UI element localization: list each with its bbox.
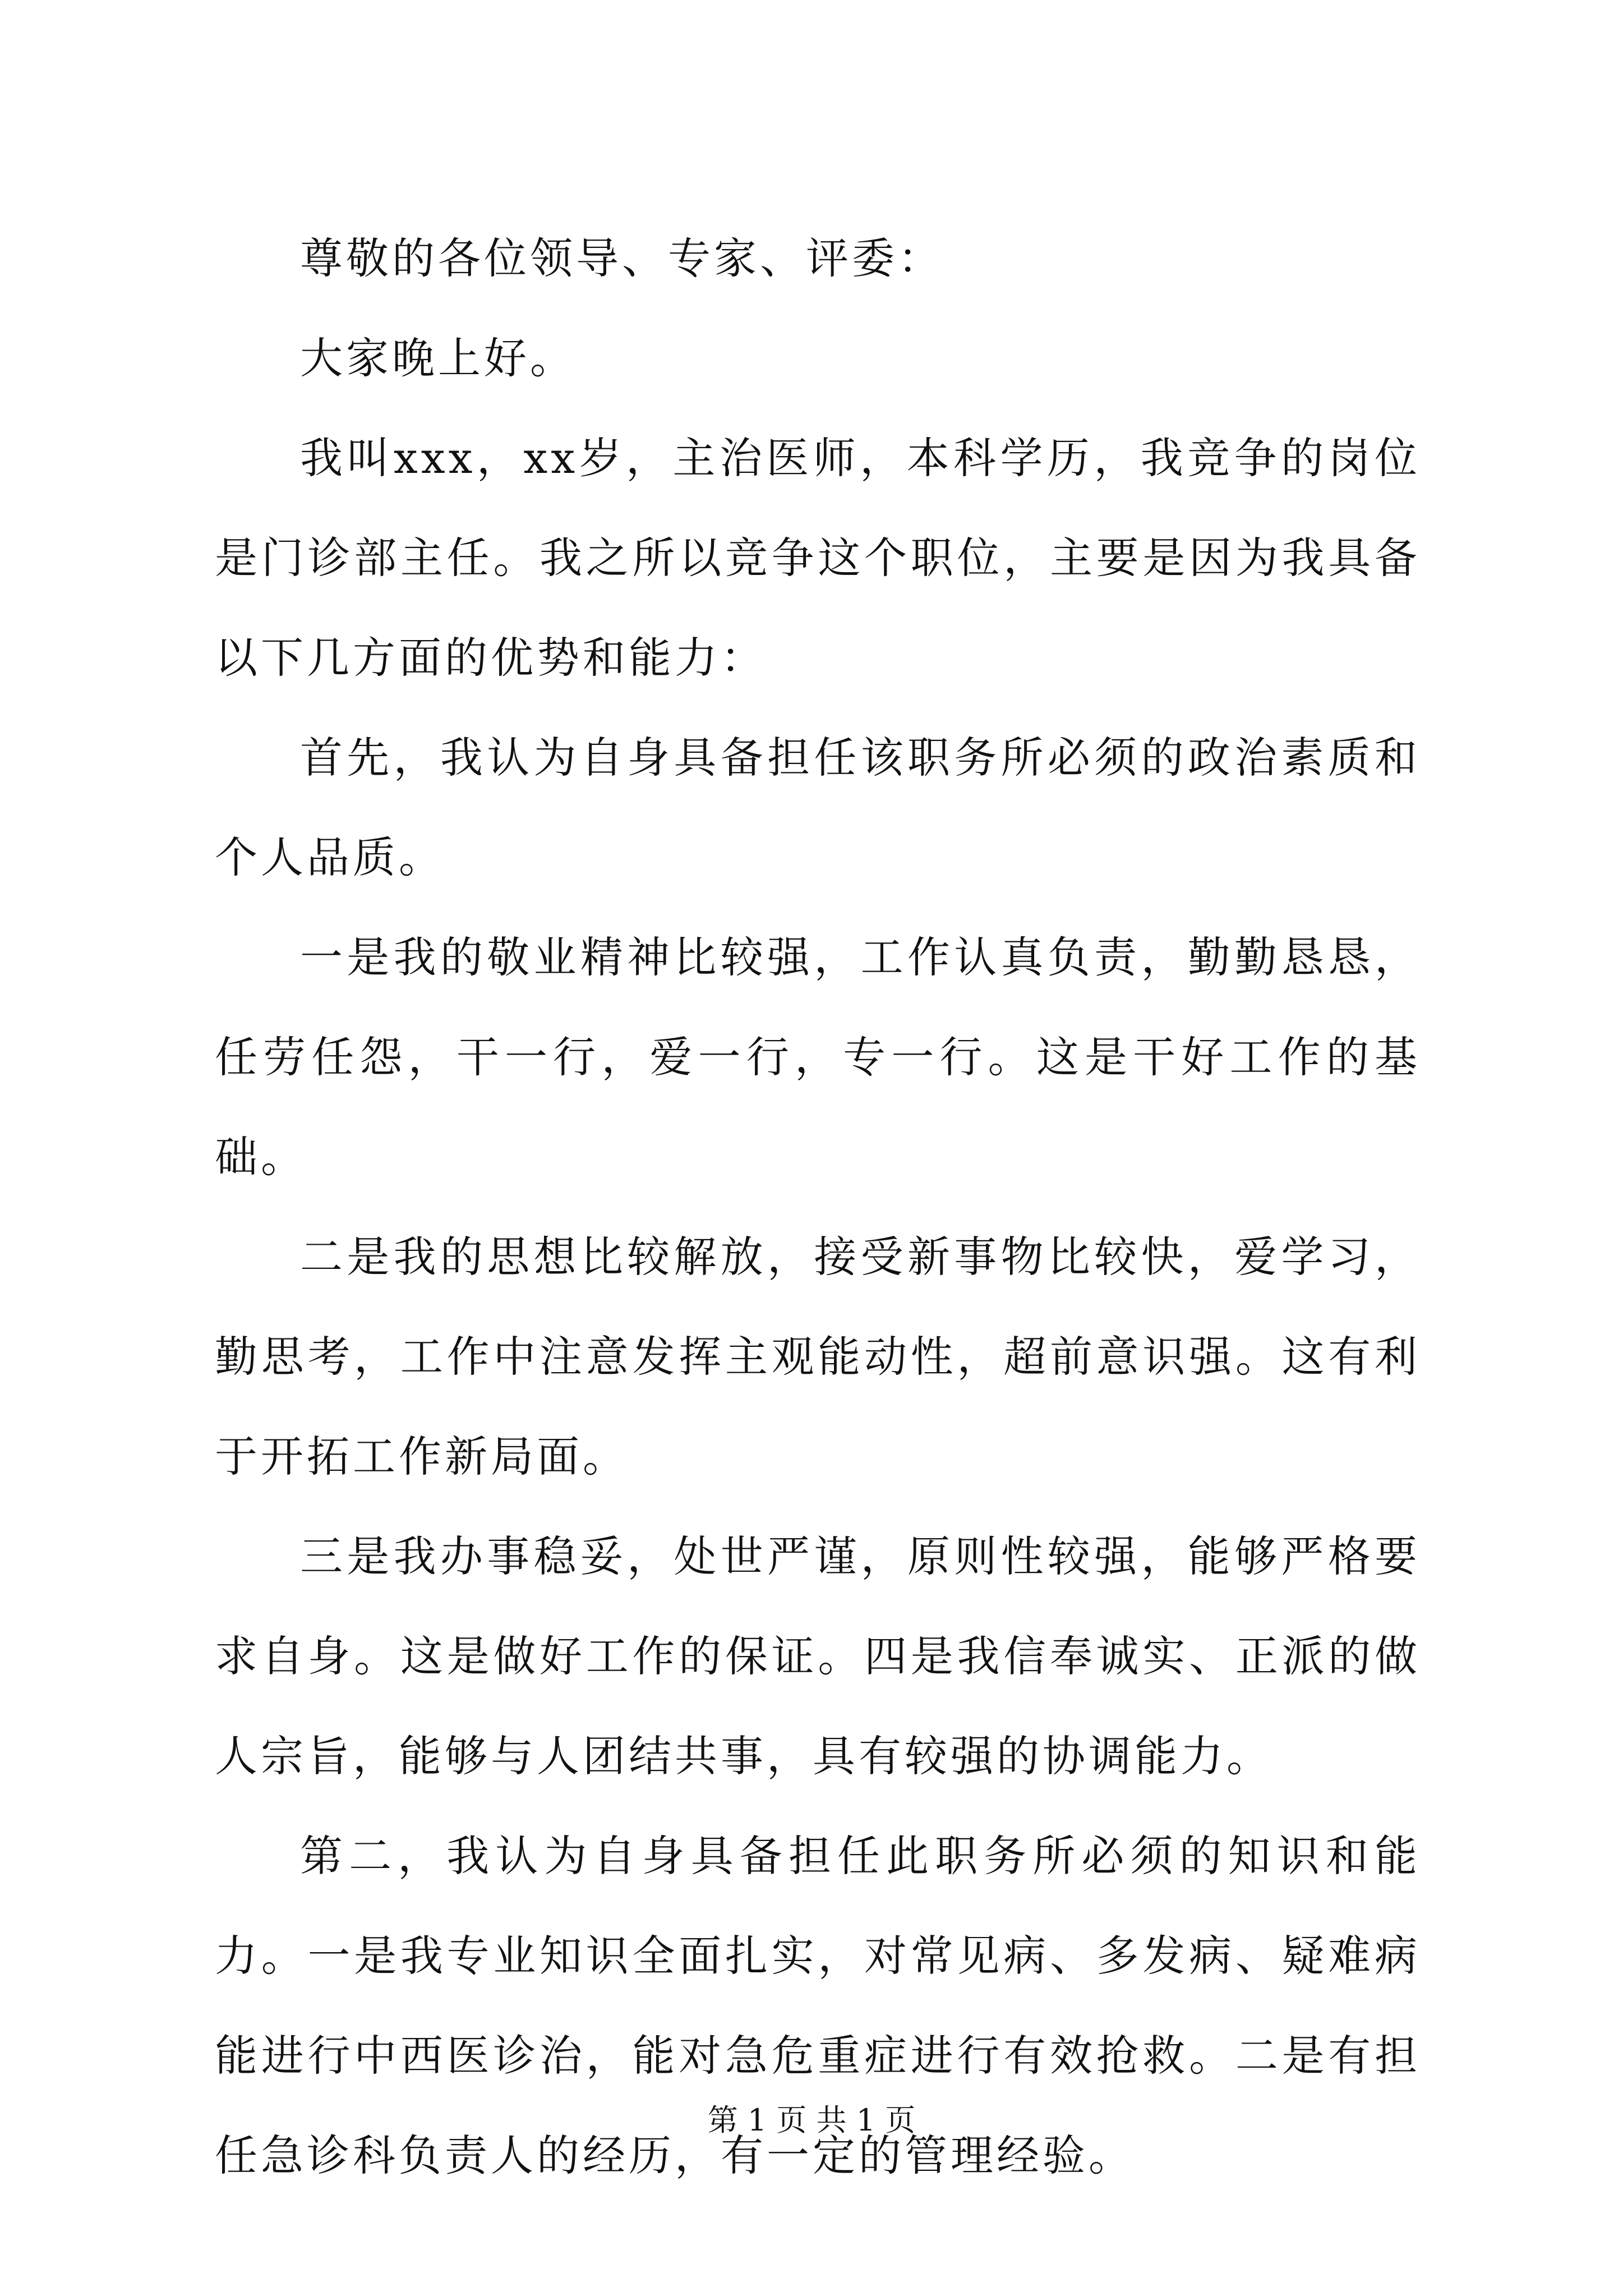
salutation: 尊敬的各位领导、专家、评委： bbox=[300, 233, 944, 283]
paragraph-prudence: 三是我办事稳妥，处世严谨，原则性较强，能够严格要求自身。这是做好工作的保证。四是我信奉诚实、正派的做人宗旨，能够与人团结共事，具有较强的协调能力。 bbox=[215, 1531, 1421, 1781]
paragraph-first-point: 首先，我认为自身具备担任该职务所必须的政治素质和个人品质。 bbox=[215, 733, 1421, 882]
greeting: 大家晚上好。 bbox=[300, 333, 576, 383]
paragraph-introduction: 我叫xxx，xx岁，主治医师，本科学历，我竞争的岗位是门诊部主任。我之所以竞争这个职位，主要是因为我具备以下几方面的优势和能力： bbox=[215, 433, 1421, 683]
paragraph-dedication: 一是我的敬业精神比较强，工作认真负责，勤勤恳恳，任劳任怨，干一行，爱一行，专一行。这是干好工作的基础。 bbox=[215, 932, 1421, 1182]
paragraph-second-point: 第二，我认为自身具备担任此职务所必须的知识和能力。一是我专业知识全面扎实，对常见病、多发病、疑难病能进行中西医诊治，能对急危重症进行有效抢救。二是有担任急诊科负责人的经历，有一定的管理经验。 bbox=[215, 1831, 1421, 2180]
page-number-footer: 第 1 页 共 1 页 bbox=[707, 2102, 916, 2138]
paragraph-open-minded: 二是我的思想比较解放，接受新事物比较快，爱学习，勤思考，工作中注意发挥主观能动性，超前意识强。这有利于开拓工作新局面。 bbox=[215, 1232, 1421, 1481]
document-body bbox=[215, 209, 1421, 2206]
